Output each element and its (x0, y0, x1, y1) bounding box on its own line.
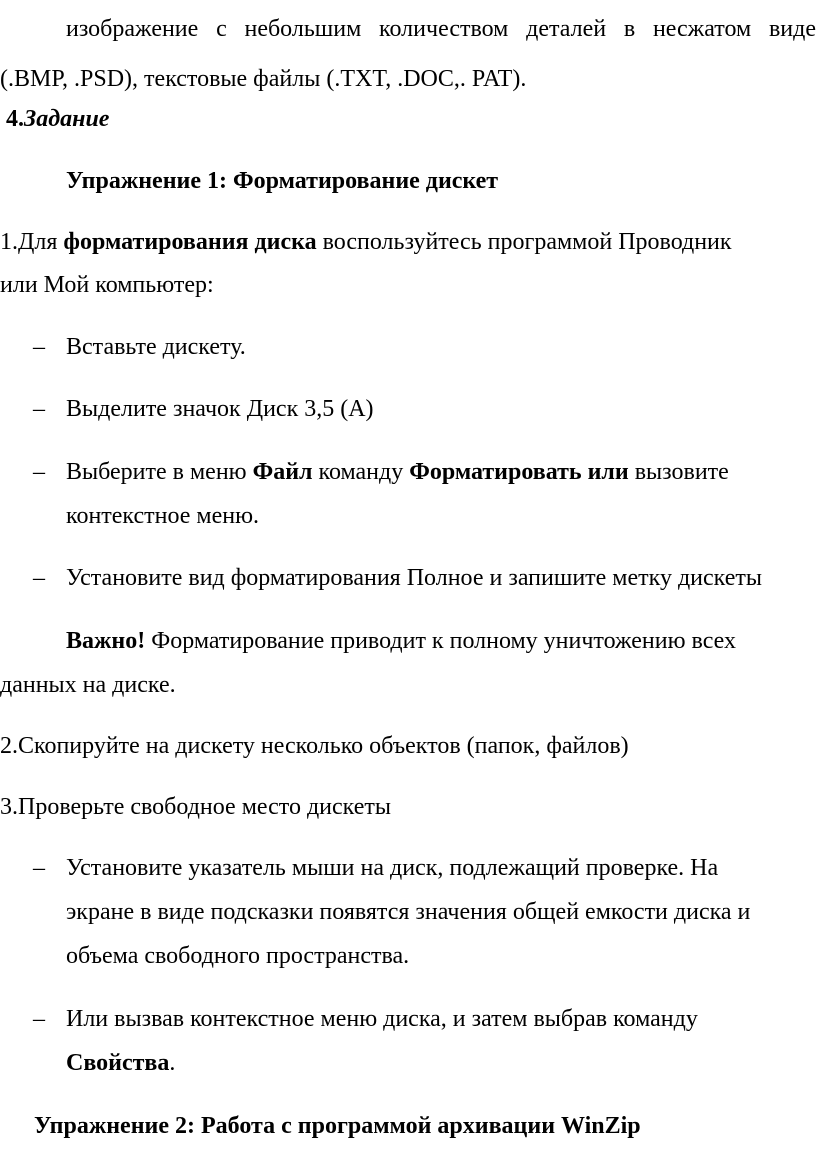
section-heading (6, 104, 109, 134)
word: виде (768, 16, 816, 42)
bullet-3-line-2: контекстное меню. (66, 503, 260, 529)
bullet-5-line-1: Установите указатель мыши на диск, подлежащий проверке. На (66, 855, 719, 881)
dash-marker: – (33, 396, 45, 422)
section-title: Задание (24, 106, 110, 132)
section-number: 4. (6, 106, 24, 132)
bullet-5-line-2: экране в виде подсказки появятся значения общей емкости диска и (66, 899, 751, 925)
important-note-line-2: данных на диске. (0, 672, 176, 698)
bullet-6-line-1: Или вызвав контекстное меню диска, и затем выбрав команду (66, 1006, 698, 1032)
continuation-line-1 (66, 14, 816, 44)
bullet-4: Установите вид форматирования Полное и запишите метку дискеты (66, 565, 762, 591)
step-2: 2.Скопируйте на дискету несколько объектов (папок, файлов) (0, 733, 629, 759)
important-note-line-1: Важно! Форматирование приводит к полному уничтожению всех (66, 628, 737, 654)
dash-marker: – (33, 334, 45, 360)
word: количеством (379, 16, 509, 42)
step-1-line-1: 1.Для форматирования диска воспользуйтесь программой Проводник (0, 229, 732, 255)
word: деталей (526, 16, 607, 42)
word: несжатом (652, 16, 752, 42)
exercise-2-title: Упражнение 2: Работа с программой архивации WinZip (34, 1113, 641, 1139)
bullet-2: Выделите значок Диск 3,5 (А) (66, 396, 374, 422)
continuation-line-2: (.BMP, .PSD), текстовые файлы (.TXT, .DOC,. PAT). (0, 66, 527, 92)
word: небольшим (244, 16, 362, 42)
dash-marker: – (33, 565, 45, 591)
bold-term: форматирования диска (63, 229, 317, 255)
step-1-line-2: или Мой компьютер: (0, 272, 214, 298)
bullet-6-line-2: Свойства. (66, 1050, 176, 1076)
bullet-3-line-1: Выберите в меню Файл команду Форматировать или вызовите (66, 459, 729, 485)
word: в (623, 16, 636, 42)
word: изображение (66, 16, 199, 42)
bullet-1: Вставьте дискету. (66, 334, 246, 360)
dash-marker: – (33, 1006, 45, 1032)
exercise-1-title: Упражнение 1: Форматирование дискет (66, 168, 499, 194)
dash-marker: – (33, 459, 45, 485)
important-label: Важно! (66, 628, 146, 654)
word: с (216, 16, 227, 42)
step-3: 3.Проверьте свободное место дискеты (0, 794, 391, 820)
dash-marker: – (33, 855, 45, 881)
bullet-5-line-3: объема свободного пространства. (66, 943, 410, 969)
bold-term: Свойства (66, 1050, 170, 1076)
